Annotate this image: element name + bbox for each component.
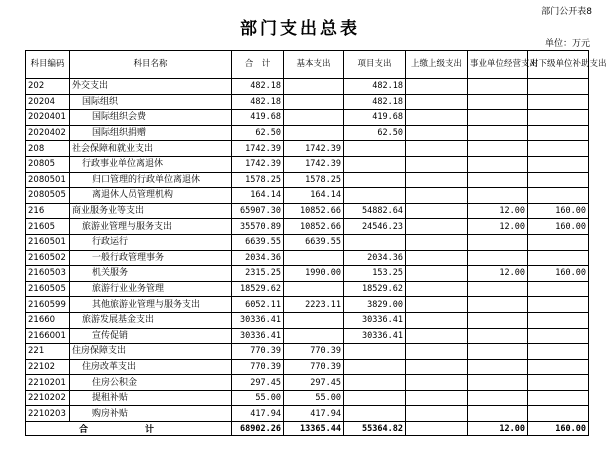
cell-code: 2160503 — [26, 266, 70, 282]
cell-name: 国际组织 — [70, 94, 232, 110]
cell-total: 65907.30 — [232, 203, 284, 219]
cell-business — [468, 110, 528, 126]
table-row — [26, 390, 589, 406]
cell-project: 18529.62 — [344, 281, 406, 297]
cell-business — [468, 312, 528, 328]
header-basic: 基本支出 — [284, 51, 344, 79]
cell-total: 35570.89 — [232, 219, 284, 235]
cell-total: 1742.39 — [232, 156, 284, 172]
cell-code: 20204 — [26, 94, 70, 110]
cell-subsidy — [528, 328, 589, 344]
cell-name: 提租补贴 — [70, 390, 232, 406]
cell-total: 1578.25 — [232, 172, 284, 188]
cell-code: 2080505 — [26, 188, 70, 204]
cell-total: 482.18 — [232, 79, 284, 95]
cell-business — [468, 328, 528, 344]
header-total: 合 计 — [232, 51, 284, 79]
cell-name: 社会保障和就业支出 — [70, 141, 232, 157]
cell-basic: 770.39 — [284, 344, 344, 360]
total-business: 12.00 — [468, 422, 528, 436]
cell-subsidy — [528, 359, 589, 375]
table-row — [26, 203, 589, 219]
table-row — [26, 94, 589, 110]
cell-project: 419.68 — [344, 110, 406, 126]
header-upper: 上缴上级支出 — [406, 51, 468, 79]
header-project: 项目支出 — [344, 51, 406, 79]
cell-name: 购房补贴 — [70, 406, 232, 422]
header-subsidy: 对下级单位补助支出 — [528, 51, 589, 79]
cell-name: 离退休人员管理机构 — [70, 188, 232, 204]
cell-subsidy — [528, 390, 589, 406]
cell-upper — [406, 188, 468, 204]
cell-project: 3829.00 — [344, 297, 406, 313]
cell-project: 482.18 — [344, 79, 406, 95]
cell-business — [468, 359, 528, 375]
cell-code: 2160599 — [26, 297, 70, 313]
cell-total: 30336.41 — [232, 312, 284, 328]
cell-total: 482.18 — [232, 94, 284, 110]
cell-name: 行政事业单位离退休 — [70, 156, 232, 172]
cell-project — [344, 390, 406, 406]
cell-total: 297.45 — [232, 375, 284, 391]
cell-project — [344, 359, 406, 375]
cell-upper — [406, 172, 468, 188]
total-subsidy: 160.00 — [528, 422, 589, 436]
cell-name: 宣传促销 — [70, 328, 232, 344]
page-title: 部门支出总表 — [240, 19, 360, 39]
unit-label: 单位：万元 — [544, 39, 590, 49]
cell-subsidy — [528, 250, 589, 266]
cell-upper — [406, 110, 468, 126]
cell-name: 住房改革支出 — [70, 359, 232, 375]
cell-code: 221 — [26, 344, 70, 360]
cell-code: 2020402 — [26, 125, 70, 141]
cell-project: 482.18 — [344, 94, 406, 110]
cell-name: 外交支出 — [70, 79, 232, 95]
cell-total: 30336.41 — [232, 328, 284, 344]
cell-code: 2160505 — [26, 281, 70, 297]
cell-code: 2210201 — [26, 375, 70, 391]
cell-name: 归口管理的行政单位离退休 — [70, 172, 232, 188]
cell-upper — [406, 125, 468, 141]
cell-subsidy — [528, 234, 589, 250]
header-name: 科目名称 — [70, 51, 232, 79]
cell-subsidy — [528, 297, 589, 313]
cell-business — [468, 406, 528, 422]
cell-name: 国际组织捐赠 — [70, 125, 232, 141]
form-number: 部门公开表8 — [541, 7, 592, 17]
cell-project — [344, 375, 406, 391]
cell-subsidy — [528, 375, 589, 391]
cell-name: 机关服务 — [70, 266, 232, 282]
cell-basic — [284, 328, 344, 344]
cell-business: 12.00 — [468, 219, 528, 235]
table-row — [26, 250, 589, 266]
table-row — [26, 188, 589, 204]
cell-subsidy — [528, 79, 589, 95]
table-row — [26, 125, 589, 141]
cell-business — [468, 125, 528, 141]
total-upper — [406, 422, 468, 436]
cell-basic — [284, 79, 344, 95]
cell-basic: 1742.39 — [284, 141, 344, 157]
cell-total: 419.68 — [232, 110, 284, 126]
cell-subsidy — [528, 94, 589, 110]
table-row — [26, 406, 589, 422]
cell-upper — [406, 312, 468, 328]
cell-basic — [284, 110, 344, 126]
cell-code: 202 — [26, 79, 70, 95]
cell-basic — [284, 281, 344, 297]
cell-subsidy — [528, 406, 589, 422]
cell-total: 417.94 — [232, 406, 284, 422]
cell-upper — [406, 390, 468, 406]
table-row — [26, 328, 589, 344]
cell-basic: 770.39 — [284, 359, 344, 375]
cell-name: 行政运行 — [70, 234, 232, 250]
cell-basic: 164.14 — [284, 188, 344, 204]
cell-upper — [406, 219, 468, 235]
total-project: 55364.82 — [344, 422, 406, 436]
cell-basic: 10852.66 — [284, 219, 344, 235]
header-business: 事业单位经营支出 — [468, 51, 528, 79]
cell-upper — [406, 328, 468, 344]
cell-business — [468, 234, 528, 250]
cell-upper — [406, 250, 468, 266]
cell-business — [468, 172, 528, 188]
cell-business — [468, 188, 528, 204]
cell-code: 2020401 — [26, 110, 70, 126]
cell-upper — [406, 406, 468, 422]
cell-code: 2166001 — [26, 328, 70, 344]
cell-subsidy — [528, 188, 589, 204]
cell-basic: 55.00 — [284, 390, 344, 406]
table-row — [26, 312, 589, 328]
total-row — [26, 422, 589, 436]
cell-business — [468, 250, 528, 266]
total-label: 合 计 — [26, 422, 232, 436]
cell-business — [468, 390, 528, 406]
table-row — [26, 79, 589, 95]
cell-project: 2034.36 — [344, 250, 406, 266]
table-row — [26, 281, 589, 297]
cell-project — [344, 406, 406, 422]
table-row — [26, 344, 589, 360]
cell-subsidy: 160.00 — [528, 219, 589, 235]
cell-basic — [284, 94, 344, 110]
cell-subsidy — [528, 156, 589, 172]
cell-business — [468, 344, 528, 360]
cell-code: 2160501 — [26, 234, 70, 250]
table-row — [26, 156, 589, 172]
cell-subsidy: 160.00 — [528, 266, 589, 282]
table-row — [26, 219, 589, 235]
cell-upper — [406, 375, 468, 391]
cell-business — [468, 141, 528, 157]
cell-business — [468, 79, 528, 95]
cell-business — [468, 297, 528, 313]
cell-name: 旅游发展基金支出 — [70, 312, 232, 328]
cell-basic: 1742.39 — [284, 156, 344, 172]
cell-total: 1742.39 — [232, 141, 284, 157]
cell-basic: 417.94 — [284, 406, 344, 422]
cell-upper — [406, 79, 468, 95]
cell-total: 770.39 — [232, 359, 284, 375]
cell-code: 208 — [26, 141, 70, 157]
cell-project: 62.50 — [344, 125, 406, 141]
cell-basic: 297.45 — [284, 375, 344, 391]
cell-project: 24546.23 — [344, 219, 406, 235]
cell-project: 30336.41 — [344, 312, 406, 328]
cell-upper — [406, 344, 468, 360]
table-row — [26, 297, 589, 313]
cell-basic: 1578.25 — [284, 172, 344, 188]
cell-name: 国际组织会费 — [70, 110, 232, 126]
cell-upper — [406, 297, 468, 313]
total-basic: 13365.44 — [284, 422, 344, 436]
cell-upper — [406, 141, 468, 157]
table-row — [26, 359, 589, 375]
cell-basic: 10852.66 — [284, 203, 344, 219]
cell-name: 商业服务业等支出 — [70, 203, 232, 219]
cell-upper — [406, 281, 468, 297]
cell-upper — [406, 94, 468, 110]
cell-project — [344, 172, 406, 188]
cell-upper — [406, 203, 468, 219]
cell-name: 住房保障支出 — [70, 344, 232, 360]
cell-code: 216 — [26, 203, 70, 219]
cell-total: 62.50 — [232, 125, 284, 141]
table-row — [26, 375, 589, 391]
cell-name: 一般行政管理事务 — [70, 250, 232, 266]
total-sum: 68902.26 — [232, 422, 284, 436]
cell-code: 21605 — [26, 219, 70, 235]
header-row — [26, 51, 589, 79]
cell-code: 2160502 — [26, 250, 70, 266]
cell-business — [468, 156, 528, 172]
cell-subsidy — [528, 281, 589, 297]
cell-code: 2080501 — [26, 172, 70, 188]
cell-subsidy — [528, 312, 589, 328]
table-row — [26, 110, 589, 126]
cell-upper — [406, 234, 468, 250]
cell-project — [344, 188, 406, 204]
cell-total: 2315.25 — [232, 266, 284, 282]
cell-subsidy — [528, 110, 589, 126]
cell-subsidy — [528, 125, 589, 141]
cell-project: 54882.64 — [344, 203, 406, 219]
expenditure-table — [25, 50, 607, 436]
cell-subsidy — [528, 141, 589, 157]
cell-code: 20805 — [26, 156, 70, 172]
cell-project — [344, 156, 406, 172]
cell-business — [468, 94, 528, 110]
cell-name: 住房公积金 — [70, 375, 232, 391]
cell-subsidy — [528, 344, 589, 360]
cell-project — [344, 234, 406, 250]
cell-project: 30336.41 — [344, 328, 406, 344]
cell-project: 153.25 — [344, 266, 406, 282]
cell-business — [468, 375, 528, 391]
cell-code: 2210203 — [26, 406, 70, 422]
cell-name: 其他旅游业管理与服务支出 — [70, 297, 232, 313]
cell-subsidy — [528, 172, 589, 188]
cell-name: 旅游行业业务管理 — [70, 281, 232, 297]
table-row — [26, 172, 589, 188]
cell-total: 164.14 — [232, 188, 284, 204]
cell-code: 22102 — [26, 359, 70, 375]
cell-subsidy: 160.00 — [528, 203, 589, 219]
cell-business: 12.00 — [468, 266, 528, 282]
cell-total: 55.00 — [232, 390, 284, 406]
table-row — [26, 234, 589, 250]
cell-total: 6639.55 — [232, 234, 284, 250]
cell-upper — [406, 156, 468, 172]
cell-upper — [406, 359, 468, 375]
table-row — [26, 141, 589, 157]
cell-total: 2034.36 — [232, 250, 284, 266]
cell-upper — [406, 266, 468, 282]
cell-business: 12.00 — [468, 203, 528, 219]
cell-project — [344, 141, 406, 157]
cell-business — [468, 281, 528, 297]
cell-basic — [284, 250, 344, 266]
header-code: 科目编码 — [26, 51, 70, 79]
cell-basic — [284, 125, 344, 141]
cell-code: 21660 — [26, 312, 70, 328]
cell-basic: 1990.00 — [284, 266, 344, 282]
cell-total: 18529.62 — [232, 281, 284, 297]
table-row — [26, 266, 589, 282]
cell-project — [344, 344, 406, 360]
cell-name: 旅游业管理与服务支出 — [70, 219, 232, 235]
cell-basic: 6639.55 — [284, 234, 344, 250]
cell-total: 770.39 — [232, 344, 284, 360]
cell-basic — [284, 312, 344, 328]
cell-total: 6052.11 — [232, 297, 284, 313]
cell-code: 2210202 — [26, 390, 70, 406]
cell-basic: 2223.11 — [284, 297, 344, 313]
